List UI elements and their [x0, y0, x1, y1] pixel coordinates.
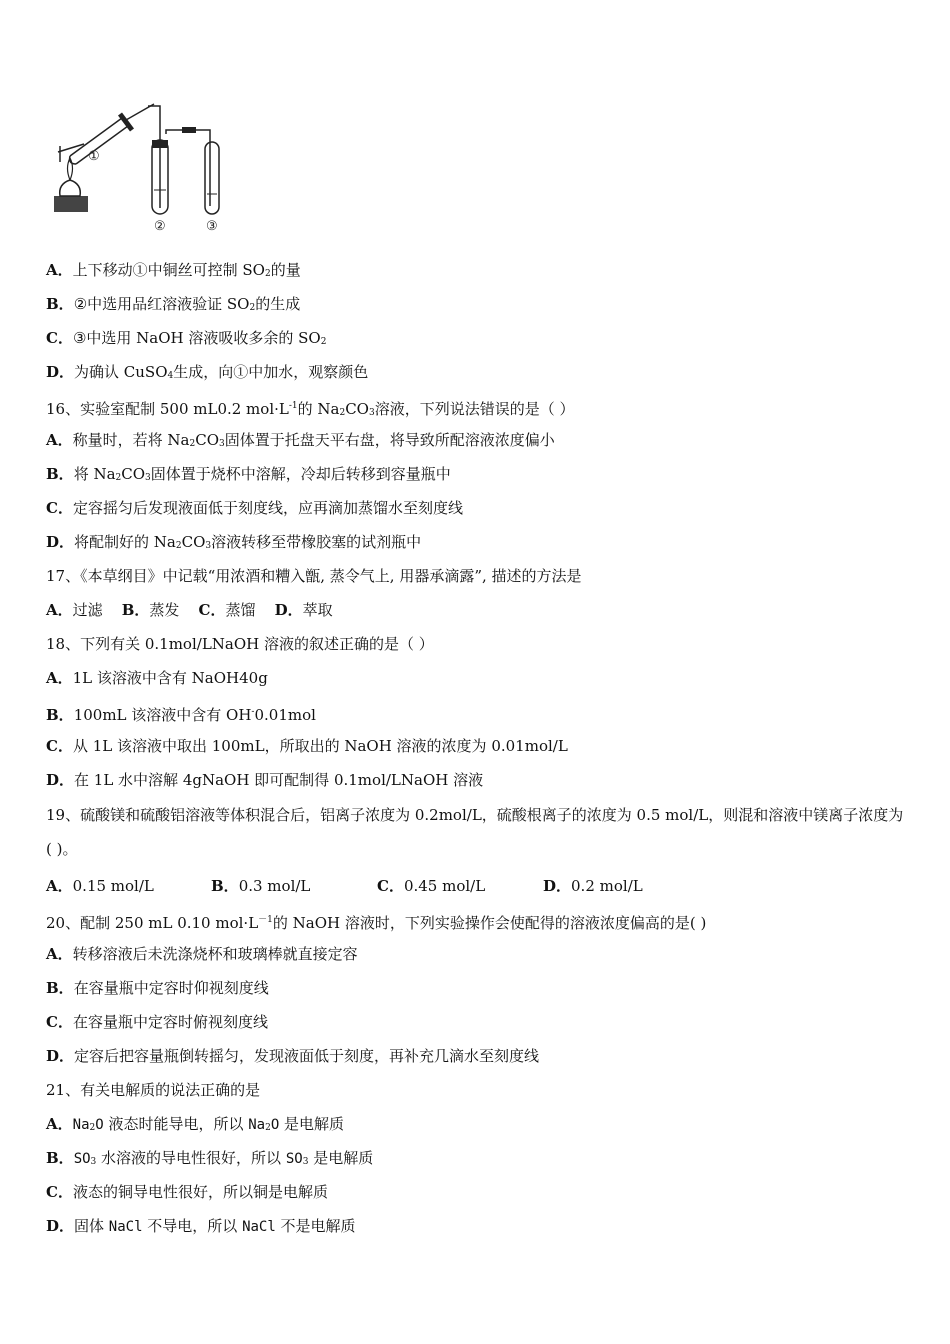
q19-stem: 19、硫酸镁和硫酸铝溶液等体积混合后，铝离子浓度为 0.2mol/L，硫酸根离子的浓度为 0.5 mol/L，则混和溶液中镁离子浓度为( )。	[46, 806, 904, 858]
q21-option-a: A．Na2O 液态时能导电，所以 Na2O 是电解质	[46, 1115, 345, 1133]
q18-stem: 18、下列有关 0.1mol/LNaOH 溶液的叙述正确的是（ ）	[46, 635, 434, 653]
q18-option-c: C．从 1L 该溶液中取出 100mL，所取出的 NaOH 溶液的浓度为 0.01mol/L	[46, 737, 568, 755]
q16-option-a: A．称量时，若将 Na2CO3固体置于托盘天平右盘，将导致所配溶液浓度偏小	[46, 431, 555, 449]
q16-option-b: B．将 Na2CO3固体置于烧杯中溶解，冷却后转移到容量瓶中	[46, 465, 451, 483]
label-1: ①	[88, 149, 100, 164]
delivery-tube	[148, 106, 160, 208]
q16-stem: 16、实验室配制 500 mL0.2 $mol\cdot L^{-1}$的 Na2CO3溶液，下列说法错误的是（ ）	[46, 400, 575, 418]
q21-stem: 21、有关电解质的说法正确的是	[46, 1081, 261, 1099]
q18-option-b: B．100mL 该溶液中含有 OH-0.01mol	[46, 706, 316, 724]
apparatus-figure	[48, 96, 238, 236]
q21-option-b: B．SO3 水溶液的导电性很好，所以 SO3 是电解质	[46, 1149, 374, 1167]
q20-option-b: B．在容量瓶中定容时仰视刻度线	[46, 979, 269, 997]
q15-option-b: B．②中选用品红溶液验证 SO2的生成	[46, 295, 301, 313]
label-2: ②	[154, 219, 166, 234]
q15-option-d: D．为确认 CuSO4生成，向①中加水，观察颜色	[46, 363, 369, 381]
q16-option-c: C．定容摇匀后发现液面低于刻度线，应再滴加蒸馏水至刻度线	[46, 499, 463, 517]
q16-option-d: D．将配制好的 Na2CO3溶液转移至带橡胶塞的试剂瓶中	[46, 533, 422, 551]
q21-option-d: D．固体 NaCl 不导电，所以 NaCl 不是电解质	[46, 1217, 356, 1235]
q15-option-c: C．③中选用 NaOH 溶液吸收多余的 SO2	[46, 329, 327, 347]
label-3: ③	[206, 219, 218, 234]
q20-option-c: C．在容量瓶中定容时俯视刻度线	[46, 1013, 268, 1031]
q18-option-a: A．1L 该溶液中含有 NaOH40g	[46, 669, 268, 687]
burner-stand	[54, 196, 88, 212]
q15-option-a: A．上下移动①中铜丝可控制 SO2的量	[46, 261, 301, 279]
test-tube-1	[70, 104, 154, 164]
q21-option-c: C．液态的铜导电性很好，所以铜是电解质	[46, 1183, 328, 1201]
q19-options: A．0.15 mol/L B．0.3 mol/L C．0.45 mol/L D．0.2 mol/L	[46, 877, 643, 895]
q20-option-a: A．转移溶液后未洗涤烧杯和玻璃棒就直接定容	[46, 945, 358, 963]
alcohol-lamp	[60, 180, 81, 196]
q18-option-d: D．在 1L 水中溶解 4gNaOH 即可配制得 0.1mol/LNaOH 溶液	[46, 771, 484, 789]
test-tube-3	[205, 142, 219, 214]
q20-option-d: D．定容后把容量瓶倒转摇匀，发现液面低于刻度，再补充几滴水至刻度线	[46, 1047, 540, 1065]
q20-stem: 20、配制 250 mL 0.10 $mol\cdot L^{-1}$的 NaOH 溶液时，下列实验操作会使配得的溶液浓度偏高的是( )	[46, 914, 707, 932]
q17-stem: 17、《本草纲目》中记载“用浓酒和糟入甑, 蒸令气上, 用器承滴露”, 描述的方法是	[46, 567, 582, 585]
q17-options: A．过滤 B．蒸发 C．蒸馏 D．萃取	[46, 601, 333, 619]
